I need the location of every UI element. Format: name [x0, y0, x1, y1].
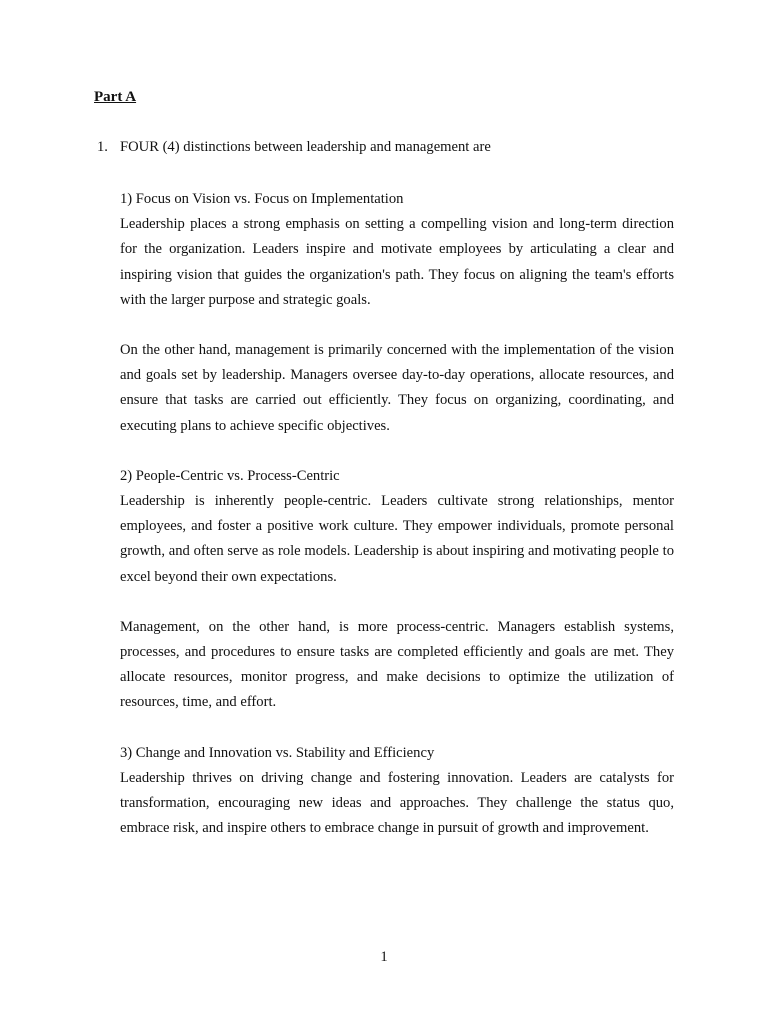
- page-number: 1: [380, 949, 388, 965]
- section-1: [120, 187, 674, 439]
- section-paragraph: Management, on the other hand, is more process-centric. Managers establish systems, processes, and procedures to ensure tasks are completed efficiently and goals are met. They allocate resources, monitor progress, and make decisions to optimize the utilization of resources, time, and effort.: [120, 618, 674, 711]
- section-title: 1) Focus on Vision vs. Focus on Implementation: [120, 191, 404, 207]
- section-paragraph: Leadership is inherently people-centric. Leaders cultivate strong relationships, mentor employees, and foster a positive work culture. They empower individuals, promote personal growth, and often serve as role models. Leadership is about inspiring and motivating people to excel beyond their own expectations.: [120, 493, 674, 585]
- question-number: 1.: [97, 139, 108, 155]
- question-line: [97, 137, 491, 157]
- section-paragraph: Leadership thrives on driving change and fostering innovation. Leaders are catalysts for transformation, encouraging new ideas and approaches. They challenge the status quo, embrace risk, and inspire others to embrace change in pursuit of growth and improvement.: [120, 769, 674, 837]
- section-title: 2) People-Centric vs. Process-Centric: [120, 467, 340, 484]
- section-paragraph: Leadership places a strong emphasis on setting a compelling vision and long-term direction for the organization. Leaders inspire and motivate employees by articulating a clear and inspiring vision that guides the organization's path. They focus on aligning the team's efforts with the larger purpose and strategic goals.: [120, 216, 674, 308]
- section-2: [120, 464, 674, 716]
- part-heading: Part A: [94, 89, 137, 105]
- section-3: [120, 741, 674, 842]
- section-title: 3) Change and Innovation vs. Stability and Efficiency: [120, 744, 435, 761]
- section-paragraph: On the other hand, management is primarily concerned with the implementation of the vision and goals set by leadership. Managers oversee day-to-day operations, allocate resources, and ensure that tasks are carried out efficiently. They focus on organizing, coordinating, and executing plans to achieve specific objectives.: [120, 342, 674, 434]
- question-text: FOUR (4) distinctions between leadership and management are: [120, 139, 491, 155]
- answer-body: [120, 187, 674, 866]
